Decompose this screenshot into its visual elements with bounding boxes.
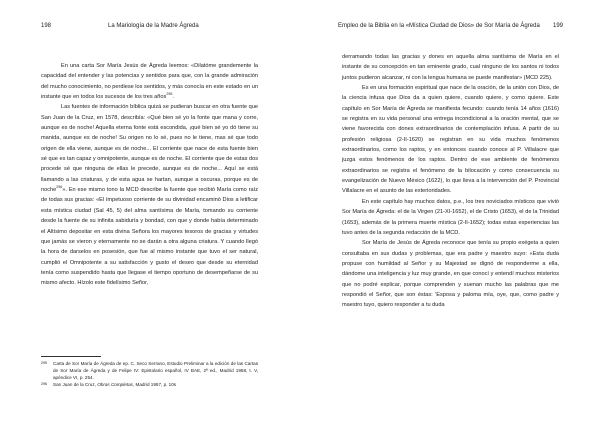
book-title: Obras Completas: [97, 381, 133, 387]
left-paragraph-1: En una carta Sor María Jesús de Ágreda leemos: «Dilatóme grandemente la capacidad del entender y las potencias y sentidos para que, con la grande admiración del mucho conocimiento, no perdiese los sentidos, y más conocía en este estado en un instante que en todos los sucesos de los tres años$^{295}$.: [41, 63, 258, 101]
footnote-ref-296: 296: [56, 185, 63, 190]
right-page: [300, 0, 600, 423]
footnote-number: 296: [41, 381, 47, 386]
footnote-number: 295: [41, 361, 47, 365]
left-running-title: La Mariología de la Madre Ágreda: [108, 23, 199, 29]
right-body-text: [342, 52, 559, 311]
right-paragraph-1: derramando todas las gracias y dones en aquella alma santísima de María en el instante de su concepción en tan eminente grado, cual ninguno de los santos ni todos juntos pudieron alcanzar, ni con la lengua humana se puede manifestar» (MCD 225).: [342, 54, 559, 81]
left-paragraph-2: Las fuentes de información bíblica quizá se pudieran buscar en otra fuente que San Juan de la Cruz, en 1578, describía: «Qué bien sé yo la fonte que mana y corre, aunque es de noche! Aquella eterna fonte está escondida, ¡qué bien sé yo dó tiene su manida, aunque es de noche! Su origen no lo sé, pues no le tiene, mas sé que todo origen de ella viene, aunque es de noche... El corriente que nace de esta fuente bien sé que es tan capaz y omnipotente, aunque es de noche. El corriente que de estas dos procede sé que ninguna de ellas le precede, aunque es de noche... Aquí se está llamando a las criaturas, y de esta agua se hartan, aunque a oscuras, porque es de noche$^{296}$». En ese mismo tono la MCD describe la fuente que recibió María como raíz de todas sus gracias: «El ímpetuoso corriente de su divinidad encaminó Dios a letificar esta mística ciudad (Sal 45, 5) del alma santísima de María, tomando su corriente desde la fuente de su infinita sabiduría y bondad, con que y donde había determinado el Altísimo depositar en esta divina Señora los mayores tesoros de gracias y virtudes que jamás se vieron y eternamente no se darán a otra alguna criatura. Y cuando llegó la hora de darselos en posesión, que fue al mismo instante que tuvo el ser natural, cumplió el Omnipotente a su satisfacción y gusto el deseo que desde su eternidad tenía como suspendido hasta que llegase el tiempo oportuno de desempeñarse de su mismo afecto. Hízolo este fidelísimo Señor,: [41, 104, 258, 287]
left-page-number: 198: [41, 23, 52, 29]
footnote-text: San Juan de la Cruz, Obras Completas, Madrid 1957, p. 10s: [53, 381, 177, 387]
footnote-divider: [41, 356, 101, 357]
right-paragraph-4: Sor María de Jesús de Ágreda reconoce que tenía su propio exégeta a quien consultaba en sus dudas y problemas, que era padre y maestro suyo: «Esta duda propuse con humildad al Señor y su Majestad se dignó de responderme a ella, dándome una inteligencia y luz muy grande, en que conocí y entendí muchos misterios que no podré explicar, porque comprenden y suenan mucho las palabras que me respondió el Señor, que son éstas: 'Esposa y paloma mía, oye, que, como padre y maestro tuyo, quiero responder a tu duda: [342, 240, 559, 309]
right-paragraph-2: Es en una formación espiritual que nace de la oración, de la unión con Dios, de la ciencia infusa que Dios da a quien quiere, cuando quiere, y como quiere. Este capítulo en Sor María de Ágreda se manifiesta fecundo: cuando tenía 14 años (1616) se registra en su vida personal una entrega incondicional a la oración mental, que se viene favorecida con dones extraordinarios de contemplación infusa. A partir de su profesión religiosa (2-II-1620) se registran en su vida muchos fenómenos extraordinarios, como los raptos, y en entonces cuando conoce al P. Villalacre que juzga estos fenómenos de los raptos. Dentro de ese ambiente de fenómenos extraordinarios se registra el fenómeno de la bilocación y como consecuencia su evangelización de Nuevo México (1622), lo que lleva a la intervención del P. Provincial Villalacre en el asunto de las exterioridades.: [342, 85, 559, 195]
footnote-295: [41, 361, 258, 382]
left-body-text: [41, 61, 258, 289]
right-paragraph-3: En este capítulo hay muchos datos, p.e., los tres noviciados místicos que vivió Sor María de Ágreda: el de la Virgen (21-XI-1652), el de Cristo (1653), el de la Trinidad (1653), además de la primera muerte mística (2-II-1652); todas estas experiencias las tuvo antes de la segunda redacción de la MCD.: [342, 198, 559, 236]
footnotes: [41, 361, 258, 389]
right-running-title: Empleo de la Biblia en la «Mística Ciudad de Dios» de Sor María de Ágreda: [338, 23, 540, 29]
right-page-number: 199: [553, 23, 564, 29]
footnote-text: Carta de Sor María de Ágreda de ep. C. Seco Serrano, Estudio Preliminar a la edición de las Cartas de Sor María de Ágreda y de Felipe IV: Epistolario español, IV BAE, 2ª ed., Madrid 1958, t. V, apéndice VI, p. 254.: [53, 361, 258, 380]
footnote-296: [41, 382, 258, 389]
footnote-ref-295: 295: [166, 92, 173, 97]
